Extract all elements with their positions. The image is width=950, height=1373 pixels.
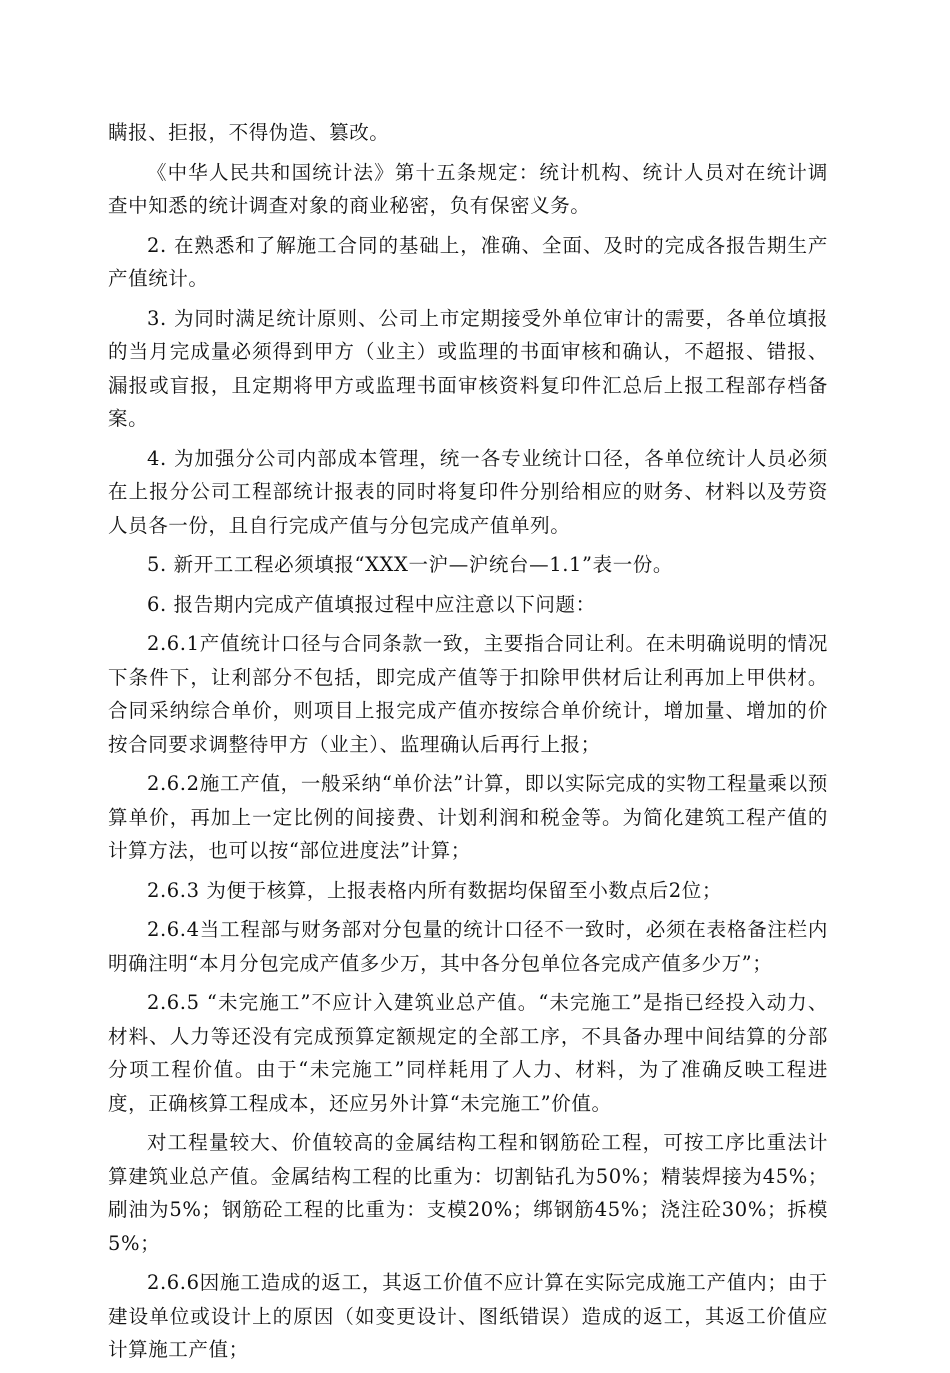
paragraph-item-5: 5. 新开工工程必须填报“XXX一沪—沪统台—1.1”表一份。	[147, 553, 673, 576]
paragraph-2-6-5: 2.6.5 “未完施工”不应计入建筑业总产值。“未完施工”是指已经投入动力、材料、人力等还没有完成预算定额规定的全部工序，不具备办理中间结算的分部分项工程价值。由于“未完施工”同样耗用了人力、材料，为了准确反映工程进度，正确核算工程成本，还应另外计算“未完施工”价值。	[108, 991, 828, 1115]
paragraph-continuation: 瞒报、拒报，不得伪造、篡改。	[108, 121, 390, 144]
paragraph-item-2: 2. 在熟悉和了解施工合同的基础上，准确、全面、及时的完成各报告期生产产值统计。	[108, 233, 828, 290]
paragraph-2-6-2: 2.6.2施工产值，一般采纳“单价法”计算，即以实际完成的实物工程量乘以预算单价，再加上一定比例的间接费、计划利润和税金等。为简化建筑工程产值的计算方法，也可以按“部位进度法”计算；	[108, 772, 828, 862]
paragraph-2-6-4: 2.6.4当工程部与财务部对分包量的统计口径不一致时，必须在表格备注栏内明确注明“本月分包完成产值多少万，其中各分包单位各完成产值多少万”；	[108, 918, 828, 975]
paragraph-2-6-1: 2.6.1产值统计口径与合同条款一致，主要指合同让利。在未明确说明的情况下条件下，让利部分不包括，即完成产值等于扣除甲供材后让利再加上甲供材。合同采纳综合单价，则项目上报完成产值亦按综合单价统计，增加量、增加的价按合同要求调整待甲方（业主）、监理确认后再行上报；	[108, 632, 828, 756]
paragraph-item-4: 4. 为加强分公司内部成本管理，统一各专业统计口径，各单位统计人员必须在上报分公司工程部统计报表的同时将复印件分别给相应的财务、材料以及劳资人员各一份，且自行完成产值与分包完成产值单列。	[108, 446, 828, 537]
paragraph-2-6-6: 2.6.6因施工造成的返工，其返工价值不应计算在实际完成施工产值内；由于建设单位或设计上的原因（如变更设计、图纸错误）造成的返工，其返工价值应计算施工产值；	[108, 1271, 828, 1361]
paragraph-item-6: 6. 报告期内完成产值填报过程中应注意以下问题：	[147, 592, 596, 616]
paragraph-statistics-law: 《中华人民共和国统计法》第十五条规定：统计机构、统计人员对在统计调查中知悉的统计调查对象的商业秘密，负有保密义务。	[108, 160, 828, 217]
paragraph-2-6-3: 2.6.3 为便于核算，上报表格内所有数据均保留至小数点后2位；	[147, 878, 722, 902]
paragraph-weight-method: 对工程量较大、价值较高的金属结构工程和钢筋砼工程，可按工序比重法计算建筑业总产值。金属结构工程的比重为：切割钻孔为50%；精装焊接为45%；刷油为5%；钢筋砼工程的比重为：支模20%；绑钢筋45%；浇注砼30%；拆模5%；	[108, 1131, 828, 1255]
document-body	[108, 116, 828, 1373]
paragraph-item-3: 3. 为同时满足统计原则、公司上市定期接受外单位审计的需要，各单位填报的当月完成量必须得到甲方（业主）或监理的书面审核和确认，不超报、错报、漏报或盲报，且定期将甲方或监理书面审核资料复印件汇总后上报工程部存档备案。	[108, 306, 828, 430]
